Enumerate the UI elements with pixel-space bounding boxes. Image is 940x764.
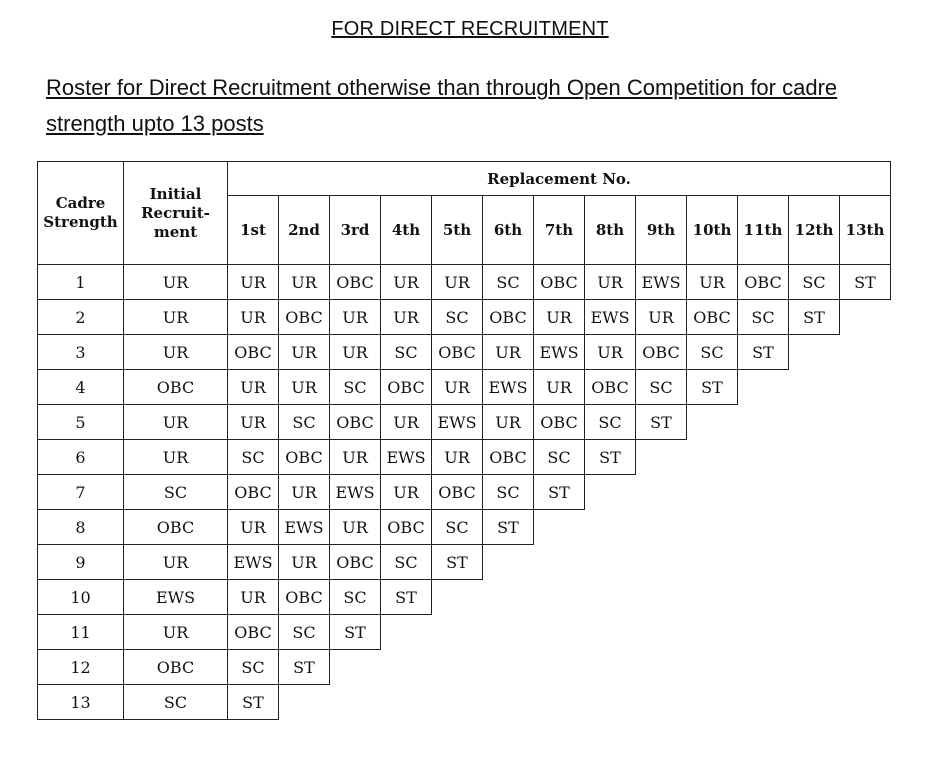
empty-cell: [687, 405, 891, 440]
table-row: [38, 650, 891, 685]
replacement-cell: UR: [432, 370, 483, 405]
empty-cell: [738, 370, 891, 405]
replacement-cell: OBC: [330, 545, 381, 580]
table-row: [38, 440, 891, 475]
cadre-strength-cell: 10: [38, 580, 124, 615]
replacement-cell: SC: [789, 265, 840, 300]
replacement-cell: UR: [381, 405, 432, 440]
initial-recruitment-cell: SC: [124, 685, 228, 720]
replacement-col-header: 13th: [840, 196, 891, 265]
replacement-cell: OBC: [534, 405, 585, 440]
initial-recruitment-cell: EWS: [124, 580, 228, 615]
empty-cell: [432, 580, 891, 615]
replacement-cell: UR: [381, 265, 432, 300]
replacement-cell: ST: [228, 685, 279, 720]
replacement-col-header: 7th: [534, 196, 585, 265]
roster-table: [37, 161, 891, 720]
replacement-cell: EWS: [534, 335, 585, 370]
empty-cell: [483, 545, 891, 580]
replacement-cell: UR: [279, 370, 330, 405]
replacement-col-header: 12th: [789, 196, 840, 265]
table-row: [38, 615, 891, 650]
replacement-cell: UR: [330, 440, 381, 475]
replacement-cell: OBC: [330, 265, 381, 300]
replacement-cell: SC: [585, 405, 636, 440]
replacement-col-header: 1st: [228, 196, 279, 265]
replacement-cell: OBC: [228, 335, 279, 370]
replacement-cell: UR: [228, 370, 279, 405]
roster-body: [38, 265, 891, 720]
replacement-cell: UR: [228, 510, 279, 545]
empty-cell: [636, 440, 891, 475]
replacement-cell: OBC: [279, 300, 330, 335]
replacement-cell: UR: [585, 335, 636, 370]
replacement-cell: OBC: [228, 475, 279, 510]
empty-cell: [381, 615, 891, 650]
replacement-cell: SC: [636, 370, 687, 405]
initial-recruitment-cell: UR: [124, 335, 228, 370]
table-row: [38, 475, 891, 510]
cadre-strength-cell: 2: [38, 300, 124, 335]
replacement-cell: SC: [228, 440, 279, 475]
initial-recruitment-cell: UR: [124, 405, 228, 440]
replacement-cell: EWS: [432, 405, 483, 440]
replacement-cell: UR: [534, 370, 585, 405]
replacement-cell: OBC: [228, 615, 279, 650]
replacement-cell: OBC: [330, 405, 381, 440]
roster-subtitle: Roster for Direct Recruitment otherwise than through Open Competition for cadre strength upto 13 posts: [46, 75, 838, 136]
cadre-strength-cell: 13: [38, 685, 124, 720]
table-row: [38, 370, 891, 405]
replacement-cell: SC: [483, 475, 534, 510]
table-row: [38, 580, 891, 615]
replacement-col-header: 5th: [432, 196, 483, 265]
table-row: [38, 335, 891, 370]
replacement-cell: SC: [279, 405, 330, 440]
cadre-strength-cell: 5: [38, 405, 124, 440]
replacement-cell: UR: [228, 580, 279, 615]
empty-cell: [534, 510, 891, 545]
replacement-cell: SC: [483, 265, 534, 300]
cadre-strength-cell: 11: [38, 615, 124, 650]
replacement-col-header: 10th: [687, 196, 738, 265]
initial-recruitment-cell: OBC: [124, 650, 228, 685]
replacement-cell: UR: [636, 300, 687, 335]
empty-cell: [840, 300, 891, 335]
replacement-cell: ST: [381, 580, 432, 615]
replacement-cell: UR: [381, 475, 432, 510]
replacement-cell: EWS: [228, 545, 279, 580]
replacement-cell: OBC: [432, 475, 483, 510]
replacement-cell: SC: [330, 370, 381, 405]
replacement-cell: SC: [738, 300, 789, 335]
initial-recruitment-cell: UR: [124, 300, 228, 335]
table-row: [38, 510, 891, 545]
replacement-cell: UR: [228, 405, 279, 440]
replacement-cell: SC: [432, 510, 483, 545]
empty-cell: [585, 475, 891, 510]
replacement-cell: ST: [330, 615, 381, 650]
replacement-cell: ST: [789, 300, 840, 335]
replacement-cell: SC: [432, 300, 483, 335]
replacement-cell: SC: [381, 545, 432, 580]
table-row: [38, 405, 891, 440]
cadre-strength-cell: 9: [38, 545, 124, 580]
replacement-col-header: 9th: [636, 196, 687, 265]
replacement-cell: UR: [483, 405, 534, 440]
replacement-cell: UR: [585, 265, 636, 300]
page-title: FOR DIRECT RECRUITMENT: [331, 18, 609, 40]
replacement-cell: ST: [840, 265, 891, 300]
replacement-cell: ST: [279, 650, 330, 685]
replacement-cell: SC: [381, 335, 432, 370]
initial-recruitment-cell: SC: [124, 475, 228, 510]
replacement-cell: ST: [585, 440, 636, 475]
replacement-cell: UR: [483, 335, 534, 370]
table-row: [38, 300, 891, 335]
replacement-cell: OBC: [381, 510, 432, 545]
replacement-cell: OBC: [738, 265, 789, 300]
replacement-cell: UR: [279, 545, 330, 580]
replacement-cell: SC: [228, 650, 279, 685]
replacement-cell: UR: [381, 300, 432, 335]
replacement-cell: ST: [636, 405, 687, 440]
header-cadre-strength: Cadre Strength: [38, 162, 124, 265]
cadre-strength-cell: 4: [38, 370, 124, 405]
replacement-cell: OBC: [279, 580, 330, 615]
initial-recruitment-cell: UR: [124, 265, 228, 300]
replacement-cell: EWS: [636, 265, 687, 300]
cadre-strength-cell: 8: [38, 510, 124, 545]
replacement-cell: SC: [534, 440, 585, 475]
replacement-cell: UR: [330, 510, 381, 545]
cadre-strength-cell: 12: [38, 650, 124, 685]
replacement-cell: OBC: [585, 370, 636, 405]
cadre-strength-cell: 1: [38, 265, 124, 300]
empty-cell: [789, 335, 891, 370]
replacement-cell: UR: [279, 475, 330, 510]
replacement-col-header: 3rd: [330, 196, 381, 265]
replacement-cell: ST: [432, 545, 483, 580]
replacement-cell: EWS: [330, 475, 381, 510]
replacement-cell: UR: [279, 265, 330, 300]
initial-recruitment-cell: OBC: [124, 370, 228, 405]
replacement-cell: SC: [330, 580, 381, 615]
replacement-cell: OBC: [687, 300, 738, 335]
replacement-cell: OBC: [483, 440, 534, 475]
table-row: [38, 545, 891, 580]
replacement-cell: UR: [279, 335, 330, 370]
replacement-col-header: 2nd: [279, 196, 330, 265]
replacement-cell: EWS: [381, 440, 432, 475]
initial-recruitment-cell: UR: [124, 545, 228, 580]
replacement-cell: OBC: [432, 335, 483, 370]
replacement-cell: UR: [432, 440, 483, 475]
replacement-cell: SC: [687, 335, 738, 370]
table-row: [38, 685, 891, 720]
replacement-cell: UR: [330, 300, 381, 335]
replacement-cell: UR: [330, 335, 381, 370]
initial-recruitment-cell: UR: [124, 615, 228, 650]
cadre-strength-cell: 3: [38, 335, 124, 370]
initial-recruitment-cell: UR: [124, 440, 228, 475]
replacement-cell: ST: [534, 475, 585, 510]
replacement-cell: OBC: [483, 300, 534, 335]
empty-cell: [279, 685, 891, 720]
replacement-col-header: 11th: [738, 196, 789, 265]
replacement-cell: OBC: [534, 265, 585, 300]
header-initial-recruitment: Initial Recruit- ment: [124, 162, 228, 265]
replacement-cell: UR: [687, 265, 738, 300]
cadre-strength-cell: 6: [38, 440, 124, 475]
replacement-cell: UR: [228, 300, 279, 335]
replacement-cell: EWS: [279, 510, 330, 545]
replacement-cell: SC: [279, 615, 330, 650]
replacement-cell: ST: [738, 335, 789, 370]
replacement-cell: EWS: [483, 370, 534, 405]
replacement-cell: OBC: [636, 335, 687, 370]
replacement-cell: OBC: [279, 440, 330, 475]
replacement-cell: UR: [432, 265, 483, 300]
replacement-cell: ST: [483, 510, 534, 545]
replacement-col-header: 6th: [483, 196, 534, 265]
replacement-col-header: 8th: [585, 196, 636, 265]
replacement-cell: EWS: [585, 300, 636, 335]
replacement-cell: UR: [534, 300, 585, 335]
replacement-cell: OBC: [381, 370, 432, 405]
header-replacement-no: Replacement No.: [228, 162, 891, 196]
initial-recruitment-cell: OBC: [124, 510, 228, 545]
replacement-cell: UR: [228, 265, 279, 300]
replacement-cell: ST: [687, 370, 738, 405]
empty-cell: [330, 650, 891, 685]
replacement-col-header: 4th: [381, 196, 432, 265]
cadre-strength-cell: 7: [38, 475, 124, 510]
table-row: [38, 265, 891, 300]
